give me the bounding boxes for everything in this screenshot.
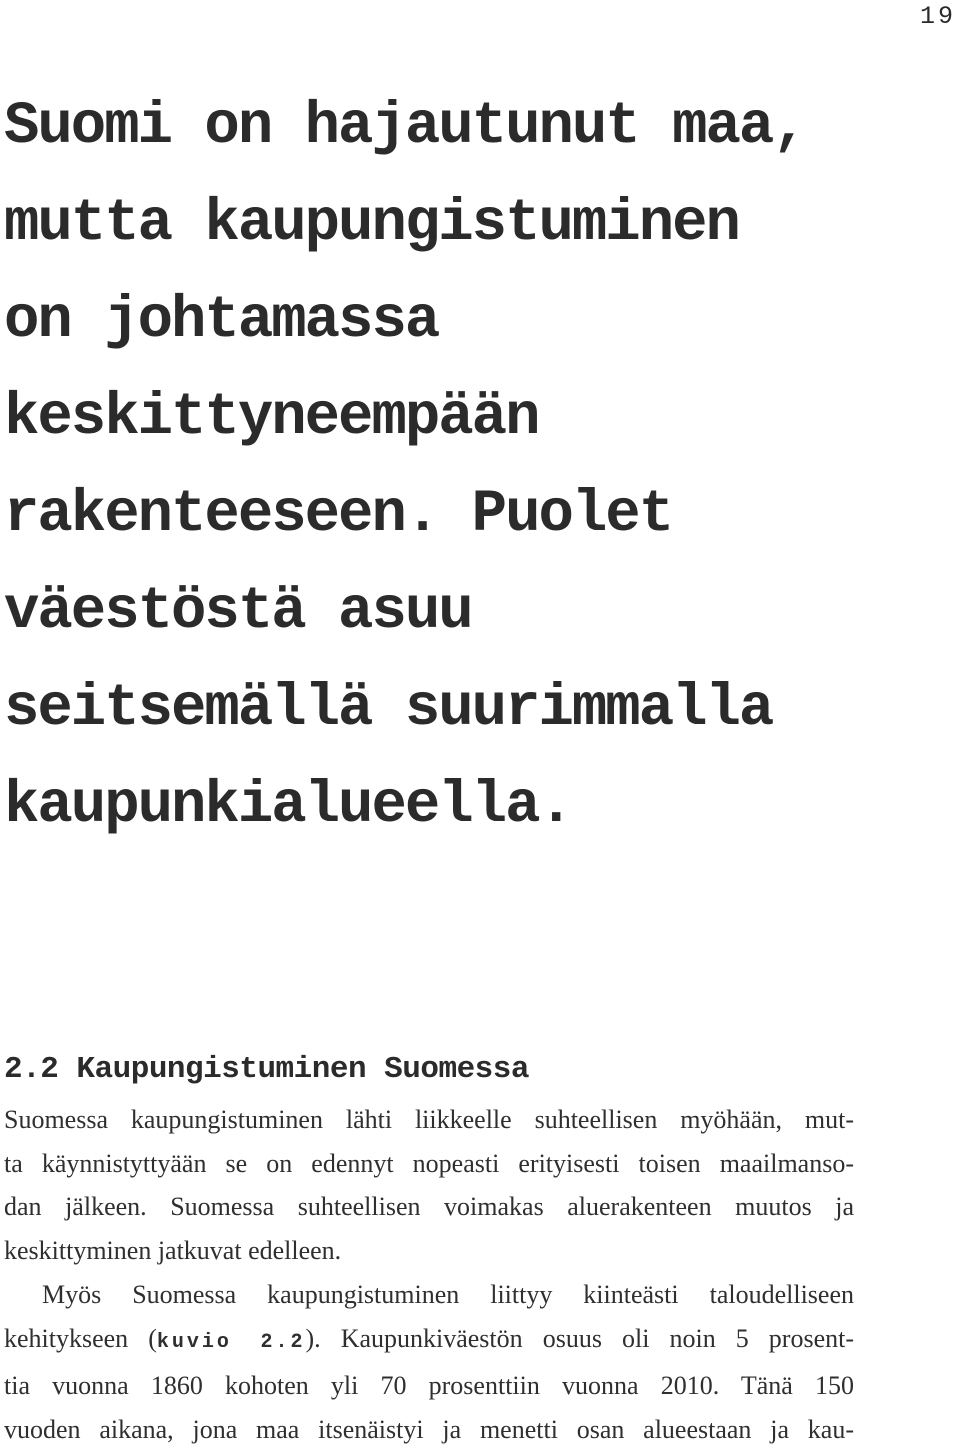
body-text: ). Kaupunkiväestön osuus oli noin 5 prosent-: [305, 1323, 855, 1353]
paragraph-2: [4, 1273, 854, 1452]
pull-quote-line: on johtamassa: [4, 287, 439, 354]
body-line: vuoden aikana, jona maa itsenäistyi ja menetti osan alueestaan ja kau-: [4, 1414, 854, 1444]
body-line: ta käynnistyttyään se on edennyt nopeasti erityisesti toisen maailmanso-: [4, 1148, 854, 1178]
pull-quote: [4, 78, 944, 854]
section-heading: 2.2 Kaupungistuminen Suomessa: [4, 1052, 529, 1087]
body-line: Myös Suomessa kaupungistuminen liittyy kiinteästi taloudelliseen: [42, 1279, 854, 1309]
body-line: [4, 1317, 854, 1365]
pull-quote-line: keskittyneempään: [4, 384, 539, 451]
body-line: Suomessa kaupungistuminen lähti liikkeelle suhteellisen myöhään, mut-: [4, 1105, 854, 1134]
page-number: 19: [919, 2, 956, 31]
pull-quote-line: väestöstä asuu: [4, 578, 472, 645]
section-2-2: [4, 1048, 854, 1452]
figure-reference: kuvio 2.2: [156, 1330, 306, 1354]
pull-quote-line: mutta kaupungistuminen: [4, 190, 739, 257]
pull-quote-line: kaupunkialueella.: [4, 772, 572, 839]
pull-quote-line: Suomi on hajautunut maa,: [4, 93, 806, 160]
body-line: tia vuonna 1860 kohoten yli 70 prosenttiin vuonna 2010. Tänä 150: [4, 1371, 854, 1401]
body-text: kehitykseen (: [4, 1323, 157, 1353]
pull-quote-line: rakenteeseen. Puolet: [4, 481, 673, 548]
body-line: dan jälkeen. Suomessa suhteellisen voimakas aluerakenteen muutos ja: [4, 1192, 854, 1222]
pull-quote-line: seitsemällä suurimmalla: [4, 675, 773, 742]
body-line: keskittyminen jatkuvat edelleen.: [4, 1236, 342, 1266]
paragraph-1: [4, 1098, 854, 1273]
